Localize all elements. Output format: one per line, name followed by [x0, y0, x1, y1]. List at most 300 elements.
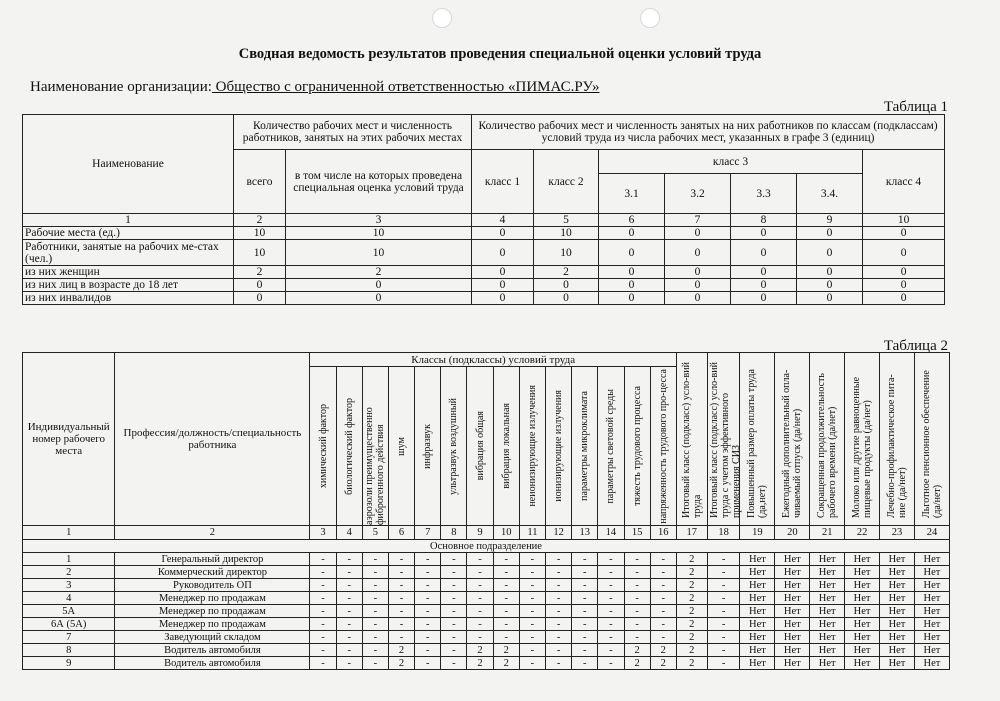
t1-cell: 0: [286, 292, 472, 305]
t2-factor-label: неионизирующие излучения: [526, 385, 538, 507]
t2-cell: Нет: [810, 553, 845, 566]
t1-cell: 0: [599, 240, 665, 266]
t1-header-class3: класс 3: [599, 150, 863, 174]
t2-cell: -: [650, 631, 676, 644]
t2-cell: -: [336, 618, 362, 631]
t2-cell: -: [467, 579, 493, 592]
t1-header-sub: 3.3: [731, 174, 797, 214]
t2-cell: -: [707, 644, 740, 657]
t2-cell: -: [572, 631, 598, 644]
t2-id: 8: [23, 644, 115, 657]
t2-column-number: 12: [545, 526, 571, 540]
t2-cell: -: [707, 657, 740, 670]
organization-label: Наименование организации:: [30, 79, 212, 95]
t2-cell: -: [441, 644, 467, 657]
t2-column-number: 24: [914, 526, 949, 540]
t2-cell: Нет: [914, 553, 949, 566]
t1-cell: 2: [286, 266, 472, 279]
t1-cell: 0: [665, 240, 731, 266]
t2-cell: -: [467, 605, 493, 618]
t1-cell: 0: [599, 292, 665, 305]
t2-cell: -: [415, 592, 441, 605]
t1-row-label: из них инвалидов: [23, 292, 234, 305]
t2-cell: Нет: [775, 579, 810, 592]
t2-cell: Нет: [845, 605, 880, 618]
t2-extra-label: Ежегодный дополнительный опла-чиваемый отпуск (да/нет): [781, 369, 804, 518]
t1-column-number: 2: [234, 214, 286, 227]
t2-cell: -: [493, 566, 519, 579]
t1-cell: 0: [863, 292, 945, 305]
t2-cell: -: [545, 553, 571, 566]
t2-cell: 2: [624, 657, 650, 670]
t1-cell: 10: [534, 227, 599, 240]
t2-extra-label: Льготное пенсионное обеспечение (да/нет): [920, 370, 943, 518]
t2-cell: 2: [467, 657, 493, 670]
t2-cell: Нет: [810, 618, 845, 631]
t2-cell: Нет: [880, 592, 915, 605]
t2-cell: Нет: [740, 592, 775, 605]
t2-cell: -: [415, 579, 441, 592]
t2-factor-header: [336, 367, 362, 526]
t1-cell: 0: [863, 279, 945, 292]
t2-cell: -: [624, 579, 650, 592]
t2-id: 3: [23, 579, 115, 592]
t2-cell: -: [467, 631, 493, 644]
t2-cell: -: [415, 631, 441, 644]
table1-caption: Таблица 1: [883, 99, 948, 115]
t2-factor-header: [519, 367, 545, 526]
t1-cell: 10: [234, 240, 286, 266]
t2-cell: -: [415, 618, 441, 631]
t2-cell: Нет: [914, 644, 949, 657]
t2-cell: -: [388, 631, 414, 644]
t1-cell: 0: [665, 227, 731, 240]
t2-cell: -: [336, 657, 362, 670]
t2-cell: Нет: [740, 579, 775, 592]
t2-profession: Руководитель ОП: [115, 579, 310, 592]
t2-header-extra: [845, 353, 880, 526]
organization-name: Общество с ограниченной ответственностью «ПИМАС.РУ»: [211, 79, 600, 95]
t2-id: 1: [23, 553, 115, 566]
t2-factor-header: [572, 367, 598, 526]
t2-header-extra: [740, 353, 775, 526]
t2-column-number: 5: [362, 526, 388, 540]
t2-cell: -: [415, 644, 441, 657]
t1-column-number: 10: [863, 214, 945, 227]
t1-cell: 0: [797, 266, 863, 279]
t2-column-number: 21: [810, 526, 845, 540]
t2-cell: -: [441, 592, 467, 605]
t1-cell: 0: [731, 266, 797, 279]
t2-cell: -: [388, 579, 414, 592]
t2-cell: -: [467, 592, 493, 605]
t2-cell: Нет: [810, 605, 845, 618]
t2-cell: Нет: [810, 631, 845, 644]
t1-header-name: Наименование: [23, 115, 234, 214]
t2-cell: -: [598, 657, 624, 670]
t2-cell: -: [415, 553, 441, 566]
t2-cell: 2: [650, 657, 676, 670]
t2-cell: 2: [493, 657, 519, 670]
t2-cell: -: [362, 631, 388, 644]
t2-cell: -: [545, 618, 571, 631]
summary-table-1: [22, 114, 945, 305]
t2-cell: Нет: [914, 579, 949, 592]
t2-row: [23, 566, 950, 579]
t2-cell: Нет: [810, 566, 845, 579]
t2-cell: -: [415, 605, 441, 618]
t2-cell: Нет: [810, 579, 845, 592]
t1-header-sub: 3.2: [665, 174, 731, 214]
t1-column-number: 4: [472, 214, 534, 227]
t2-cell: -: [310, 579, 336, 592]
t2-column-number: 22: [845, 526, 880, 540]
t2-cell: Нет: [775, 644, 810, 657]
t1-header-incl: в том числе на которых проведена специальная оценка условий труда: [286, 150, 472, 214]
t2-header-classes: Классы (подклассы) условий труда: [310, 353, 676, 367]
t2-cell: Нет: [775, 592, 810, 605]
t2-cell: -: [362, 644, 388, 657]
t2-cell: -: [545, 631, 571, 644]
t2-cell: Нет: [880, 631, 915, 644]
t1-cell: 10: [286, 227, 472, 240]
t2-cell: Нет: [810, 657, 845, 670]
t2-cell: Нет: [880, 657, 915, 670]
t2-profession: Водитель автомобиля: [115, 657, 310, 670]
t2-cell: -: [310, 631, 336, 644]
t2-row: [23, 657, 950, 670]
t1-header-class1: класс 1: [472, 150, 534, 214]
t1-cell: 0: [731, 240, 797, 266]
t2-cell: -: [310, 618, 336, 631]
t1-cell: 0: [599, 279, 665, 292]
t2-cell: -: [310, 566, 336, 579]
t2-column-number: 6: [388, 526, 414, 540]
t2-cell: -: [572, 553, 598, 566]
t2-cell: 2: [493, 644, 519, 657]
t2-factor-header: [545, 367, 571, 526]
t2-cell: Нет: [740, 566, 775, 579]
t2-extra-label: Лечебно-профилактическое пита-ние (да/нет): [885, 374, 908, 518]
t2-cell: 2: [388, 657, 414, 670]
t1-cell: 0: [797, 240, 863, 266]
t2-factor-label: вибрация локальная: [500, 403, 512, 489]
t2-cell: Нет: [914, 592, 949, 605]
t2-header-extra: [880, 353, 915, 526]
t2-cell: 2: [676, 592, 707, 605]
t2-cell: -: [441, 566, 467, 579]
t2-factor-header: [441, 367, 467, 526]
t2-factor-header: [624, 367, 650, 526]
t2-cell: -: [415, 657, 441, 670]
t2-cell: -: [310, 553, 336, 566]
t1-column-number: 1: [23, 214, 234, 227]
t2-cell: -: [310, 657, 336, 670]
t2-cell: -: [310, 644, 336, 657]
t2-cell: -: [650, 605, 676, 618]
t2-cell: -: [467, 618, 493, 631]
t2-cell: 2: [676, 657, 707, 670]
t2-cell: -: [388, 605, 414, 618]
t2-factor-label: параметры микроклимата: [579, 391, 591, 501]
t2-extra-label: Итоговый класс (подкласс) усло-вий труда: [680, 362, 703, 518]
t2-header-profession: Профессия/должность/специальность работника: [115, 353, 310, 526]
t2-cell: -: [598, 553, 624, 566]
t2-cell: -: [336, 592, 362, 605]
t2-cell: 2: [676, 566, 707, 579]
t2-cell: -: [388, 566, 414, 579]
t2-cell: -: [519, 579, 545, 592]
t2-header-extra: [914, 353, 949, 526]
t2-cell: Нет: [740, 553, 775, 566]
t2-column-number: 20: [775, 526, 810, 540]
t2-cell: Нет: [845, 657, 880, 670]
t1-cell: 0: [472, 292, 534, 305]
t2-cell: Нет: [775, 566, 810, 579]
punch-hole-left: [432, 8, 452, 28]
t2-cell: -: [362, 592, 388, 605]
t2-cell: 2: [676, 579, 707, 592]
t2-factor-label: инфразвук: [422, 423, 434, 469]
t2-cell: -: [336, 631, 362, 644]
t1-cell: 0: [534, 292, 599, 305]
t2-cell: Нет: [845, 592, 880, 605]
t2-factor-header: [467, 367, 493, 526]
t2-header-id: Индивидуальный номер рабочего места: [23, 353, 115, 526]
t2-cell: -: [467, 566, 493, 579]
t1-cell: 0: [599, 227, 665, 240]
t2-row: [23, 579, 950, 592]
t2-column-number: 3: [310, 526, 336, 540]
t2-cell: Нет: [880, 618, 915, 631]
t2-cell: -: [572, 644, 598, 657]
t1-cell: 10: [534, 240, 599, 266]
t2-cell: Нет: [740, 605, 775, 618]
t2-cell: Нет: [845, 631, 880, 644]
t2-column-number: 9: [467, 526, 493, 540]
t2-cell: -: [441, 579, 467, 592]
t2-cell: -: [441, 657, 467, 670]
t2-cell: -: [572, 605, 598, 618]
t1-row: [23, 279, 945, 292]
t2-cell: -: [707, 618, 740, 631]
t1-header-sub: 3.4.: [797, 174, 863, 214]
t2-cell: -: [362, 566, 388, 579]
t2-cell: -: [650, 553, 676, 566]
t2-factor-label: аэрозоли преимущественно фиброгенного действия: [364, 407, 387, 525]
t2-header-extra: [810, 353, 845, 526]
t2-factor-header: [598, 367, 624, 526]
t2-extra-label: Молоко или другие равноценные пищевые продукты (да/нет): [851, 376, 874, 518]
t2-row: [23, 605, 950, 618]
t2-row: [23, 618, 950, 631]
t2-cell: -: [598, 631, 624, 644]
t2-cell: 2: [388, 644, 414, 657]
t2-cell: Нет: [914, 605, 949, 618]
t2-profession: Менеджер по продажам: [115, 618, 310, 631]
t1-header-count: Количество рабочих мест и численность работников, занятых на этих рабочих местах: [234, 115, 472, 150]
t1-header-sub: 3.1: [599, 174, 665, 214]
t2-cell: 2: [676, 553, 707, 566]
table2-caption: Таблица 2: [883, 338, 948, 354]
t1-header-class2: класс 2: [534, 150, 599, 214]
t1-row: [23, 266, 945, 279]
t1-row-label: из них лиц в возрасте до 18 лет: [23, 279, 234, 292]
t1-cell: 0: [472, 240, 534, 266]
t2-factor-header: [650, 367, 676, 526]
t2-cell: Нет: [845, 566, 880, 579]
t2-cell: 2: [676, 618, 707, 631]
document-title: Сводная ведомость результатов проведения специальной оценки условий труда: [238, 46, 762, 62]
t1-cell: 0: [472, 266, 534, 279]
t1-cell: 0: [286, 279, 472, 292]
t2-factor-label: шум: [396, 436, 408, 456]
t2-cell: -: [493, 553, 519, 566]
t2-cell: -: [650, 592, 676, 605]
t2-factor-header: [310, 367, 336, 526]
t2-factor-header: [362, 367, 388, 526]
t2-cell: -: [441, 605, 467, 618]
t2-extra-label: Повышенный размер оплаты труда (да,нет): [746, 369, 769, 518]
t2-cell: Нет: [914, 618, 949, 631]
t2-cell: -: [467, 553, 493, 566]
t2-cell: -: [336, 605, 362, 618]
t2-cell: -: [493, 605, 519, 618]
t1-cell: 0: [665, 279, 731, 292]
t2-cell: -: [336, 553, 362, 566]
t2-cell: Нет: [740, 657, 775, 670]
t2-cell: 2: [467, 644, 493, 657]
t2-cell: -: [519, 657, 545, 670]
t2-profession: Менеджер по продажам: [115, 592, 310, 605]
t1-cell: 0: [472, 279, 534, 292]
t1-cell: 0: [797, 227, 863, 240]
t1-cell: 0: [234, 292, 286, 305]
t1-row: [23, 227, 945, 240]
t2-column-numbers: [23, 526, 950, 540]
t2-cell: -: [598, 644, 624, 657]
t1-header-classes: Количество рабочих мест и численность занятых на них работников по классам (подклассам) условий труда из числа рабочих мест, указанных в графе 3 (единиц): [472, 115, 945, 150]
t2-row: [23, 553, 950, 566]
t2-column-number: 11: [519, 526, 545, 540]
t2-cell: -: [572, 566, 598, 579]
t1-column-number: 6: [599, 214, 665, 227]
t2-cell: Нет: [914, 566, 949, 579]
t2-cell: -: [650, 579, 676, 592]
t2-cell: -: [388, 553, 414, 566]
t2-cell: Нет: [775, 631, 810, 644]
t2-factor-header: [415, 367, 441, 526]
t2-header-extra: [676, 353, 707, 526]
t1-cell: 2: [234, 266, 286, 279]
t2-factor-label: ультразвук воздушный: [448, 397, 460, 495]
t2-cell: Нет: [775, 605, 810, 618]
t2-column-number: 23: [880, 526, 915, 540]
t2-cell: -: [362, 657, 388, 670]
t2-cell: -: [572, 579, 598, 592]
t2-cell: -: [362, 605, 388, 618]
t2-cell: Нет: [740, 644, 775, 657]
t1-column-numbers: [23, 214, 945, 227]
t1-row-label: Работники, занятые на рабочих ме-стах (чел.): [23, 240, 234, 266]
t1-row: [23, 292, 945, 305]
t1-cell: 0: [863, 240, 945, 266]
t2-cell: -: [519, 644, 545, 657]
t2-cell: Нет: [914, 631, 949, 644]
t1-cell: 0: [665, 292, 731, 305]
t2-extra-label: Итоговый класс (подкласс) усло-вий труда с учетом эффективного применения СИЗ: [708, 362, 742, 518]
t2-column-number: 2: [115, 526, 310, 540]
t2-cell: Нет: [880, 553, 915, 566]
t2-cell: -: [624, 631, 650, 644]
summary-table-2: [22, 352, 950, 670]
t1-cell: 0: [599, 266, 665, 279]
t1-column-number: 3: [286, 214, 472, 227]
t2-column-number: 8: [441, 526, 467, 540]
t2-column-number: 15: [624, 526, 650, 540]
t2-factor-label: химический фактор: [317, 403, 329, 489]
t2-cell: -: [388, 592, 414, 605]
t2-cell: -: [388, 618, 414, 631]
t2-id: 7: [23, 631, 115, 644]
t2-header-extra: [707, 353, 740, 526]
t2-cell: -: [493, 631, 519, 644]
t1-column-number: 5: [534, 214, 599, 227]
t2-cell: -: [336, 644, 362, 657]
t2-column-number: 14: [598, 526, 624, 540]
t2-cell: Нет: [880, 579, 915, 592]
t2-cell: Нет: [845, 618, 880, 631]
t2-profession: Генеральный директор: [115, 553, 310, 566]
t2-cell: -: [362, 579, 388, 592]
t2-factor-label: параметры световой среды: [605, 388, 617, 504]
t2-factor-label: напряженность трудового про-цесса: [657, 368, 669, 524]
t2-cell: -: [545, 657, 571, 670]
t2-cell: -: [545, 592, 571, 605]
t2-column-number: 4: [336, 526, 362, 540]
t2-profession: Менеджер по продажам: [115, 605, 310, 618]
t2-cell: -: [545, 644, 571, 657]
t2-cell: -: [519, 631, 545, 644]
t2-cell: -: [441, 631, 467, 644]
t2-factor-label: ионизирующие излучения: [553, 390, 565, 502]
t2-cell: -: [493, 592, 519, 605]
t2-id: 5А: [23, 605, 115, 618]
t2-cell: -: [441, 553, 467, 566]
t2-cell: -: [707, 631, 740, 644]
t1-cell: 0: [731, 227, 797, 240]
t2-cell: -: [707, 592, 740, 605]
t2-factor-label: тяжесть трудового процесса: [631, 386, 643, 506]
t2-cell: -: [598, 592, 624, 605]
t2-cell: Нет: [775, 618, 810, 631]
t2-cell: -: [441, 618, 467, 631]
t1-header-class4: класс 4: [863, 150, 945, 214]
t2-cell: 2: [676, 644, 707, 657]
t2-cell: -: [707, 605, 740, 618]
t2-header-extra: [775, 353, 810, 526]
t2-id: 6А (5А): [23, 618, 115, 631]
t2-column-number: 7: [415, 526, 441, 540]
t1-cell: 10: [234, 227, 286, 240]
t1-cell: 0: [863, 227, 945, 240]
t2-cell: -: [707, 579, 740, 592]
t2-cell: -: [650, 618, 676, 631]
t2-factor-label: вибрация общая: [474, 411, 486, 481]
t2-cell: -: [310, 592, 336, 605]
t1-cell: 0: [797, 279, 863, 292]
t1-column-number: 9: [797, 214, 863, 227]
